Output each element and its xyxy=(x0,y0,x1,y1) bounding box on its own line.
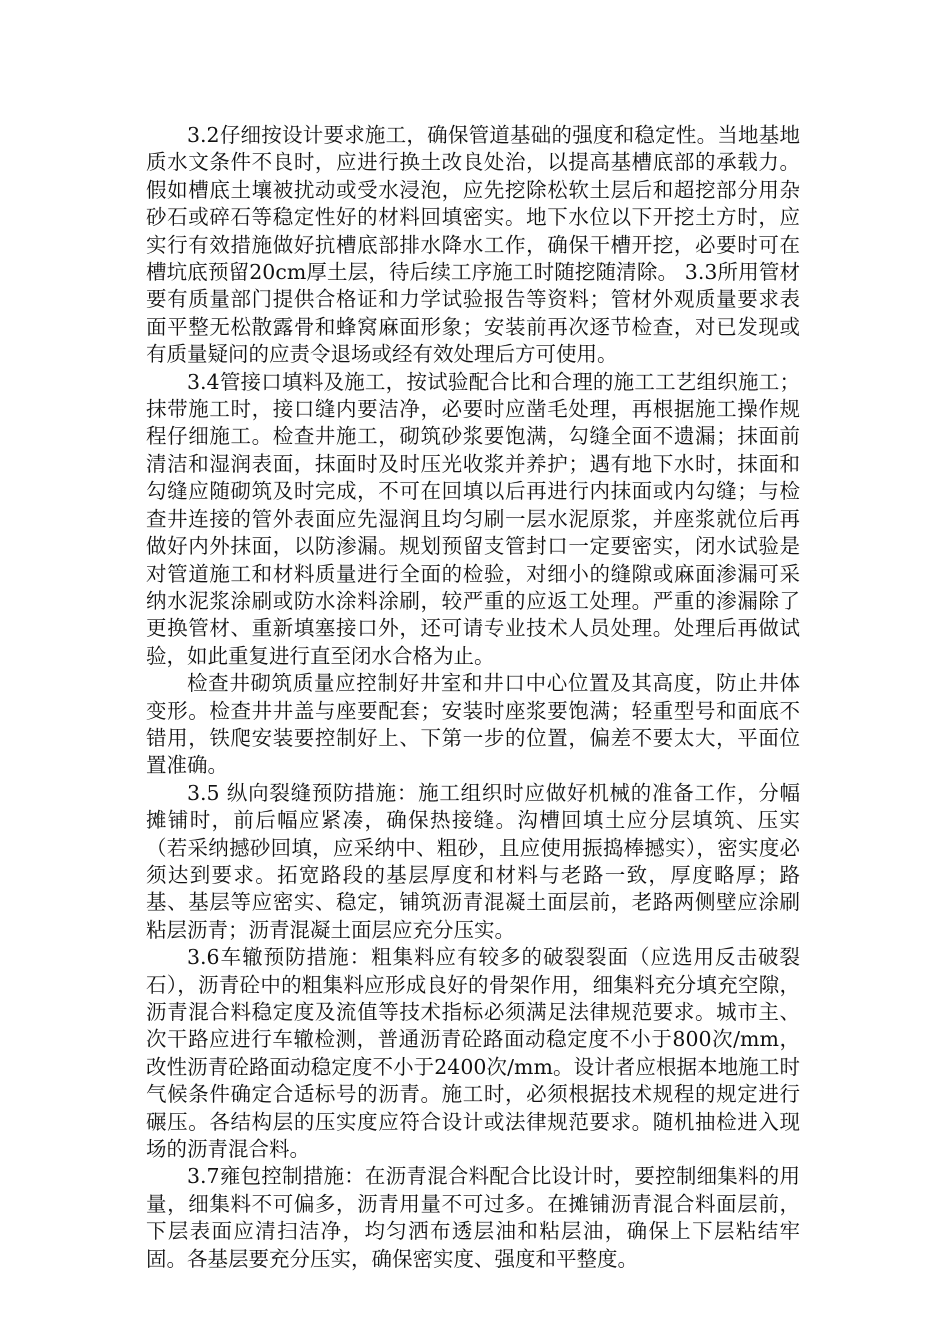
paragraph-inspection-well: 检查井砌筑质量应控制好井室和井口中心位置及其高度，防止井体变形。检查井井盖与座要配套；安装时座浆要饱满；轻重型号和面底不错用，铁爬安装要控制好上、下第一步的位置，偏差不要太大，平面位置准确。 xyxy=(146,671,800,778)
paragraph-3-5: 3.5 纵向裂缝预防措施：施工组织时应做好机械的准备工作，分幅摊铺时，前后幅应紧凑，确保热接缝。沟槽回填土应分层填筑、压实（若采纳撼砂回填，应采纳中、粗砂，且应使用振捣棒撼实），密实度必须达到要求。拓宽路段的基层厚度和材料与老路一致，厚度略厚；路基、基层等应密实、稳定，铺筑沥青混凝土面层前，老路两侧壁应涂刷粘层沥青；沥青混凝土面层应充分压实。 xyxy=(146,780,800,942)
paragraph-3-7: 3.7雍包控制措施：在沥青混合料配合比设计时，要控制细集料的用量，细集料不可偏多，沥青用量不可过多。在摊铺沥青混合料面层前，下层表面应清扫洁净，均匀洒布透层油和粘层油，确保上下层粘结牢固。各基层要充分压实，确保密实度、强度和平整度。 xyxy=(146,1164,800,1271)
paragraph-3-4: 3.4管接口填料及施工，按试验配合比和合理的施工工艺组织施工；抹带施工时，接口缝内要洁净，必要时应凿毛处理，再根据施工操作规程仔细施工。检查井施工，砌筑砂浆要饱满，勾缝全面不遗漏；抹面前清洁和湿润表面，抹面时及时压光收浆并养护；遇有地下水时，抹面和勾缝应随砌筑及时完成，不可在回填以后再进行内抹面或内勾缝；与检查井连接的管外表面应先湿润且均匀刷一层水泥原浆，并座浆就位后再做好内外抹面，以防渗漏。规划预留支管封口一定要密实，闭水试验是对管道施工和材料质量进行全面的检验，对细小的缝隙或麻面渗漏可采纳水泥浆涂刷或防水涂料涂刷，较严重的应返工处理。严重的渗漏除了更换管材、重新填塞接口外，还可请专业技术人员处理。处理后再做试验，如此重复进行直至闭水合格为止。 xyxy=(146,369,800,668)
paragraph-3-2-3-3: 3.2仔细按设计要求施工，确保管道基础的强度和稳定性。当地基地质水文条件不良时，应进行换土改良处治，以提高基槽底部的承载力。假如槽底土壤被扰动或受水浸泡，应先挖除松软土层后和超挖部分用杂砂石或碎石等稳定性好的材料回填密实。地下水位以下开挖土方时，应实行有效措施做好抗槽底部排水降水工作，确保干槽开挖，必要时可在槽坑底预留20cm厚土层，待后续工序施工时随挖随清除。 3.3所用管材要有质量部门提供合格证和力学试验报告等资料；管材外观质量要求表面平整无松散露骨和蜂窝麻面形象；安装前再次逐节检查，对已发现或有质量疑问的应责令退场或经有效处理后方可使用。 xyxy=(146,123,800,367)
document-body xyxy=(146,122,800,1273)
paragraph-3-6: 3.6车辙预防措施：粗集料应有较多的破裂裂面（应选用反击破裂石），沥青砼中的粗集料应形成良好的骨架作用，细集料充分填充空隙，沥青混合料稳定度及流值等技术指标必须满足法律规范要求。城市主、次干路应进行车辙检测，普通沥青砼路面动稳定度不小于800次/mm，改性沥青砼路面动稳定度不小于2400次/mm。设计者应根据本地施工时气候条件确定合适标号的沥青。施工时，必须根据技术规程的规定进行碾压。各结构层的压实度应符合设计或法律规范要求。随机抽检进入现场的沥青混合料。 xyxy=(146,945,800,1162)
